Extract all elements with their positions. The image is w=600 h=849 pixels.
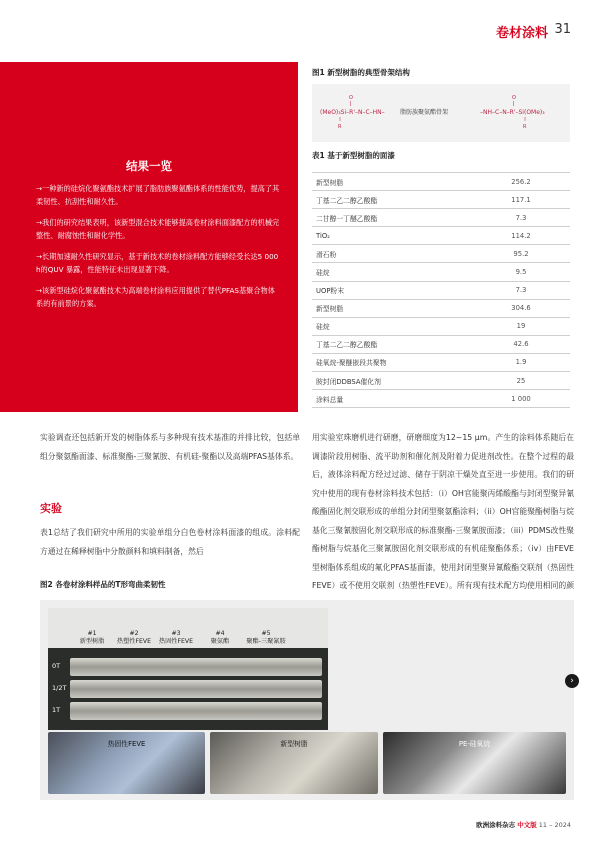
- sample-label: #1 新型树脂: [79, 630, 105, 645]
- ingredient-amount: 25: [472, 372, 570, 390]
- r-label-left: R: [338, 124, 342, 130]
- table-row: [312, 245, 570, 263]
- ingredient-name: 涂料总量: [312, 390, 472, 408]
- ingredient-amount: 7.3: [472, 281, 570, 299]
- table-row: [312, 353, 570, 371]
- summary-bullet: →该新型硅烷化聚氨酯技术为高端卷材涂料应用提供了替代PFAS基聚合物体系的有前景的方案。: [36, 286, 275, 308]
- ingredient-amount: 19: [472, 317, 570, 335]
- ingredient-name: 硅烷: [312, 317, 472, 335]
- ingredient-name: 丁基二乙二醇乙酸酯: [312, 335, 472, 353]
- ingredient-name: 二甘醇一丁醚乙酸酯: [312, 209, 472, 227]
- sample-label: #5 聚酯-三聚氰胺: [246, 630, 286, 645]
- ingredient-name: 新型树脂: [312, 299, 472, 317]
- table-row: [312, 263, 570, 281]
- summary-bullets: [36, 183, 280, 319]
- table-row: [312, 281, 570, 299]
- formulation-table: [312, 172, 570, 408]
- table-row: [312, 299, 570, 317]
- summary-bullet: →长期加速耐久性研究显示，基于新技术的卷材涂料配方能够经受长达5 000 h的QUV 暴露，性能特征未出现显著下降。: [36, 252, 279, 274]
- table-row: [312, 390, 570, 408]
- ingredient-name: UOP粉末: [312, 281, 472, 299]
- photo-thermoset-feve: 热固性FEVE: [48, 732, 205, 794]
- ingredient-name: 胺封闭DDBSA催化剂: [312, 372, 472, 390]
- figure2-title: 图2 各卷材涂料样品的T形弯曲柔韧性: [40, 580, 166, 589]
- ingredient-name: 硅烷: [312, 263, 472, 281]
- table-row: [312, 173, 570, 191]
- figure1-title: 图1 新型树脂的典型骨架结构: [312, 68, 410, 77]
- summary-bullet: →我们的研究结果表明，该新型混合技术能够提高卷材涂料面漆配方的机械完整性、耐腐蚀性和耐化学性。: [36, 218, 280, 240]
- sample-label: #3 热固性FEVE: [158, 630, 194, 645]
- ingredient-amount: 95.2: [472, 245, 570, 263]
- backbone-label: 脂肪族聚氨酯骨架: [400, 109, 449, 116]
- figure1-structure: [312, 84, 570, 142]
- ingredient-amount: 9.5: [472, 263, 570, 281]
- page-number: 31: [554, 22, 571, 37]
- ingredient-amount: 42.6: [472, 335, 570, 353]
- figure2-images: [40, 600, 574, 800]
- summary-title: 结果一览: [126, 159, 172, 173]
- ingredient-amount: 304.6: [472, 299, 570, 317]
- section-title: 卷材涂料: [495, 26, 548, 41]
- t-bend-photo: [48, 608, 328, 730]
- ingredient-amount: 7.3: [472, 209, 570, 227]
- sample-label: #2 热塑性FEVE: [116, 630, 152, 645]
- ingredient-name: 滑石粉: [312, 245, 472, 263]
- table-row: [312, 335, 570, 353]
- summary-panel: [0, 62, 298, 412]
- experiment-heading: 实验: [40, 502, 62, 515]
- table-row: [312, 209, 570, 227]
- structure-diagram: [312, 84, 570, 142]
- method-paragraph: 用实验室珠磨机进行研磨，研磨细度为12~15 μm。产生的涂料体系随后在调漆阶段用树脂、流平助剂和催化剂及附着力促进剂改性。在整个过程的最后，液体涂料配方经过过滤、储存于阴凉干燥处直至进一步使用。我们的研究中使用的现有卷材涂料技术包括：（i）OH官能聚丙烯酸酯与封闭型聚异氰酸酯固化剂交联形成的单组分封闭型聚氨酯涂料；（ii）OH官能聚酯树脂与烷基化三聚氰胺固化剂交联形成的标准聚酯-三聚氰胺面漆；（iii）PDMS改性聚酯树脂与烷基化三聚氰胺固化剂交联形成的有机硅聚酯体系；（iv）由FEVE型树脂体系组成的氟化PFAS基面漆，使用封闭型聚异氰酸酯交联剂（热固性FEVE）或不使用交联剂（热塑性FEVE）。所有现有技术配方均使用相同的颜: [312, 433, 574, 590]
- table-row: [312, 317, 570, 335]
- magazine-name: 欧洲涂料杂志: [476, 821, 516, 829]
- footer: [476, 820, 571, 829]
- o-label-right: O: [512, 95, 516, 101]
- next-page-icon[interactable]: ›: [565, 674, 579, 688]
- sample-strip: [70, 658, 322, 676]
- o-label-left: O: [349, 95, 353, 101]
- ingredient-amount: 1 000: [472, 390, 570, 408]
- sample-label: #4 聚氨酯: [210, 630, 230, 645]
- ingredient-name: 硅氧烷-聚醚嵌段共聚物: [312, 353, 472, 371]
- ingredient-amount: 117.1: [472, 191, 570, 209]
- summary-bullet: →一种新的硅烷化聚氨酯技术扩展了脂肪族聚氨酯体系的性能优势，提高了其柔韧性、抗刮性和耐久性。: [36, 184, 280, 206]
- row-label: 0T: [52, 662, 61, 670]
- ingredient-amount: 114.2: [472, 227, 570, 245]
- ingredient-name: 新型树脂: [312, 173, 472, 191]
- row-label: 1/2T: [52, 684, 67, 692]
- intro-paragraph: 实验调查还包括新开发的树脂体系与多种现有技术基准的并排比较，包括单组分聚氨酯面漆、标准聚酯-三聚氰胺、有机硅-聚酯以及高端PFAS基体系。: [40, 433, 300, 461]
- ingredient-amount: 1.9: [472, 353, 570, 371]
- edition-label: 中文版: [517, 821, 537, 829]
- experiment-paragraph: 表1总结了我们研究中所用的实验单组分白色卷材涂料面漆的组成。涂料配方通过在稀释树脂中分散颜料和填料制备，然后: [40, 528, 300, 556]
- right-group: –NH–C–N–R'–Si(OMe)₃: [480, 109, 545, 116]
- photo-pe-siloxane: PE-硅氧烷: [383, 732, 566, 794]
- ingredient-name: TiO₂: [312, 227, 472, 245]
- photo-new-resin: 新型树脂: [210, 732, 378, 794]
- row-label: 1T: [52, 706, 61, 714]
- table-row: [312, 227, 570, 245]
- ingredient-name: 丁基二乙二醇乙酸酯: [312, 191, 472, 209]
- table1-title: 表1 基于新型树脂的面漆: [312, 151, 395, 160]
- left-group: (MeO)₃Si–R'–N–C–HN–: [320, 109, 385, 116]
- table-row: [312, 372, 570, 390]
- sample-strip: [70, 680, 322, 698]
- ingredient-amount: 256.2: [472, 173, 570, 191]
- table-row: [312, 191, 570, 209]
- issue-label: 11 – 2024: [538, 821, 571, 829]
- r-label-right: R: [523, 124, 527, 130]
- sample-strip: [70, 702, 322, 720]
